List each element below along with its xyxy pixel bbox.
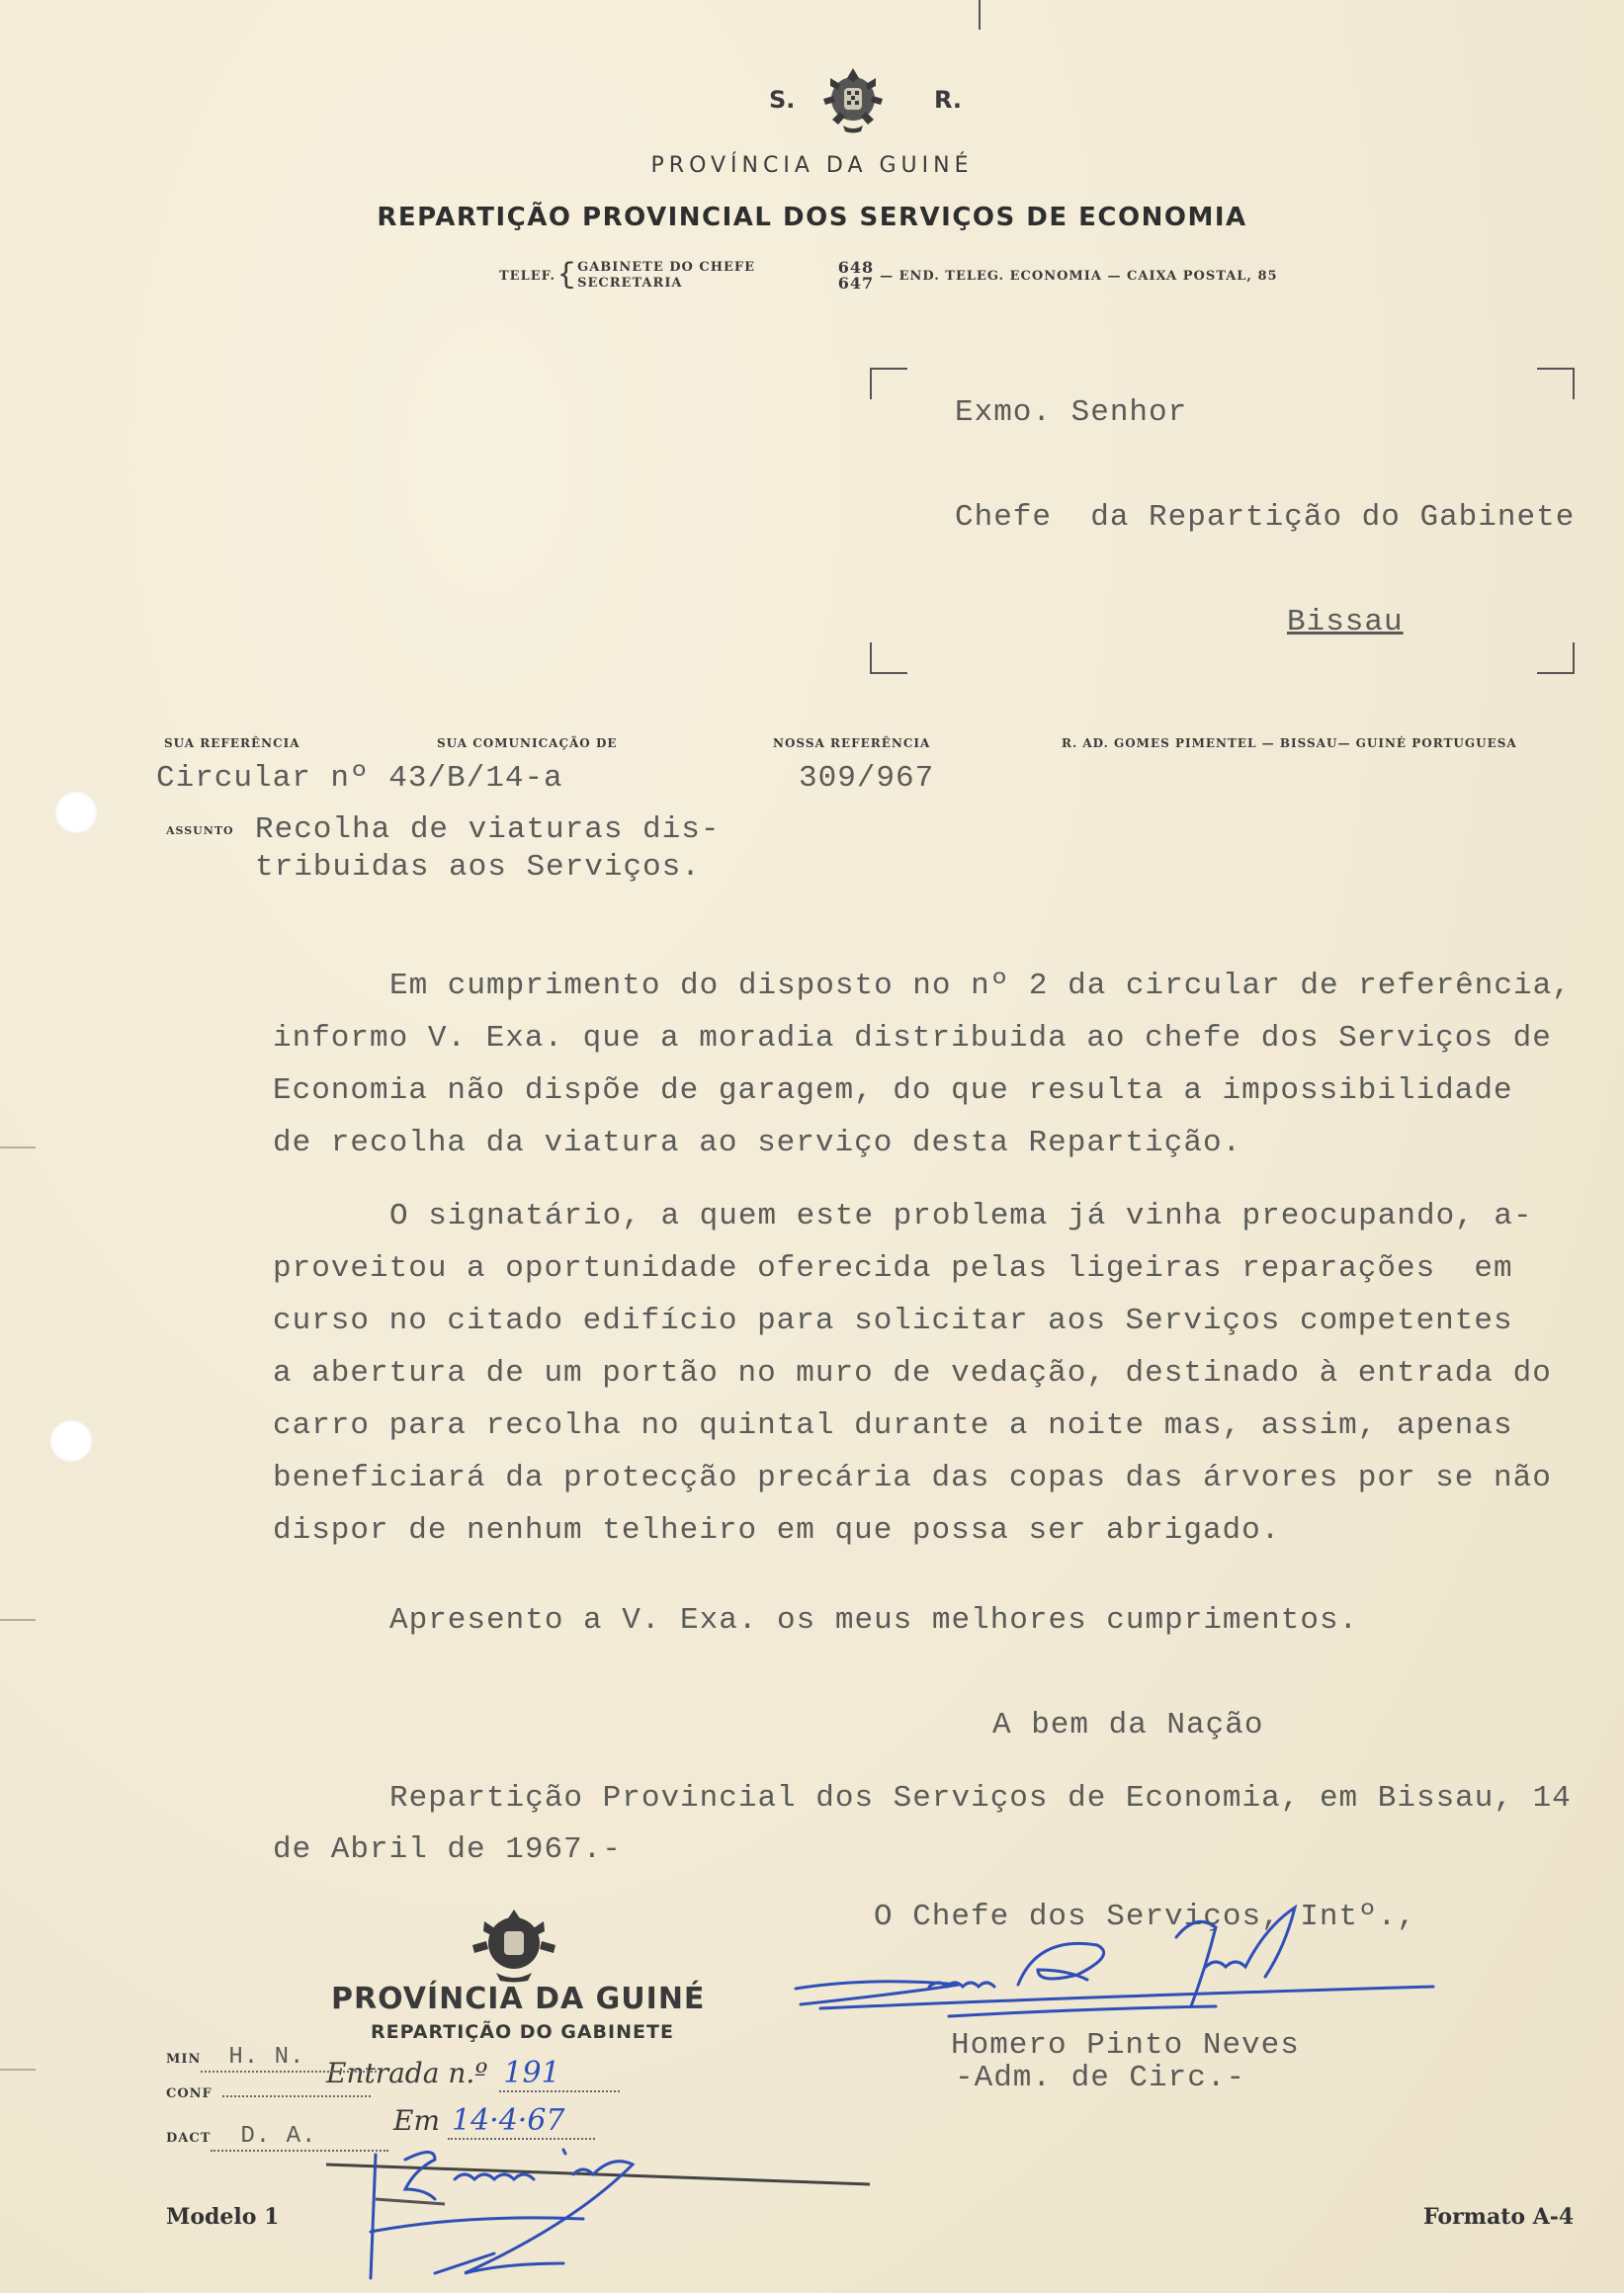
body-line: proveitou a oportunidade oferecida pelas ligeiras reparações em <box>273 1251 1513 1286</box>
stamp-office: REPARTIÇÃO DO GABINETE <box>371 2021 674 2043</box>
assunto-line-2: tribuidas aos Serviços. <box>255 850 701 885</box>
letterhead-province: PROVÍNCIA DA GUINÉ <box>650 153 974 178</box>
phone-line-number: 648 <box>837 258 875 277</box>
address-corner <box>1537 368 1575 399</box>
routing-value: H. N. <box>201 2044 377 2073</box>
stamp-date <box>393 2103 595 2140</box>
footer-model: Modelo 1 <box>166 2204 280 2230</box>
fold-mark <box>979 0 981 30</box>
body-line: beneficiará da protecção precária das copas das árvores por se não <box>273 1461 1552 1495</box>
body-line: carro para recolha no quintal durante a noite mas, assim, apenas <box>273 1408 1513 1443</box>
margin-tick <box>0 1146 36 1148</box>
punch-hole <box>54 791 98 834</box>
body-line: dispor de nenhum telheiro em que possa ser abrigado. <box>273 1513 1281 1548</box>
motto: A bem da Nação <box>992 1708 1264 1742</box>
telef-label: TELEF. <box>499 268 556 284</box>
sua-referencia-label: SUA REFERÊNCIA <box>164 736 300 750</box>
margin-tick <box>0 2069 36 2071</box>
letterhead-contact <box>499 260 1278 292</box>
body-line: O signatário, a quem este problema já vinha preocupando, a- <box>389 1199 1533 1233</box>
em-value: 14·4·67 <box>448 2103 595 2140</box>
footer-format: Formato A-4 <box>1423 2204 1575 2230</box>
routing-value: D. A. <box>211 2123 388 2152</box>
phone-line <box>577 276 874 292</box>
contact-rest: — END. TELEG. ECONOMIA — CAIXA POSTAL, 85 <box>880 268 1278 284</box>
place-date-line-2: de Abril de 1967.- <box>273 1832 622 1867</box>
assunto-line-1: Recolha de viaturas dis- <box>255 812 721 847</box>
address-corner <box>1537 642 1575 674</box>
address-line: R. AD. GOMES PIMENTEL — BISSAU— GUINÉ PORTUGUESA <box>1062 736 1517 750</box>
margin-tick <box>0 1619 36 1621</box>
assunto-label: ASSUNTO <box>166 824 234 837</box>
punch-hole <box>49 1419 93 1463</box>
phone-lines <box>577 260 874 292</box>
nossa-referencia-value: 309/967 <box>799 761 935 796</box>
signatory-name: Homero Pinto Neves <box>951 2028 1300 2063</box>
em-label: Em <box>393 2104 440 2137</box>
brace: { <box>557 259 576 293</box>
stamp-province: PROVÍNCIA DA GUINÉ <box>331 1982 706 2016</box>
body-paragraph-1 <box>273 969 1572 1178</box>
body-line: curso no citado edifício para solicitar aos Serviços competentes <box>273 1304 1513 1338</box>
phone-line-label: GABINETE DO CHEFE <box>577 260 756 275</box>
entrada-value: 191 <box>499 2056 619 2092</box>
phone-line <box>577 260 874 276</box>
routing-label: MIN <box>166 2052 202 2067</box>
address-corner <box>870 642 907 674</box>
body-line: a abertura de um portão no muro de vedação, destinado à entrada do <box>273 1356 1552 1391</box>
routing-conf <box>166 2085 371 2101</box>
address-corner <box>870 368 907 399</box>
phone-line-label: SECRETARIA <box>577 276 683 291</box>
handwritten-signature <box>791 1898 1443 2036</box>
letterhead-department: REPARTIÇÃO PROVINCIAL DOS SERVIÇOS DE ECONOMIA <box>377 203 1247 232</box>
letterhead-initial-r: R. <box>934 86 963 114</box>
sua-referencia-value: Circular nº 43/B/14-a <box>156 761 563 796</box>
addressee-city: Bissau <box>1287 605 1404 639</box>
signatory-position: -Adm. de Circ.- <box>955 2061 1246 2095</box>
coat-of-arms-icon <box>818 64 888 133</box>
letterhead-initial-s: S. <box>769 86 796 114</box>
routing-min <box>166 2044 377 2073</box>
body-line: Em cumprimento do disposto no nº 2 da circular de referência, <box>389 969 1572 1003</box>
routing-value <box>222 2085 371 2097</box>
body-paragraph-2 <box>273 1199 1552 1566</box>
addressee-salutation: Exmo. Senhor <box>955 395 1188 430</box>
body-line: Economia não dispõe de garagem, do que resulta a impossibilidade <box>273 1073 1513 1108</box>
routing-label: CONF <box>166 2086 213 2101</box>
entrada-label: Entrada n.º <box>326 2057 488 2089</box>
signature-role: O Chefe dos Serviços, Intº., <box>874 1900 1416 1934</box>
body-line: informo V. Exa. que a moradia distribuida ao chefe dos Serviços de <box>273 1021 1552 1056</box>
sua-comunicacao-label: SUA COMUNICAÇÃO DE <box>437 736 618 750</box>
stamp-emblem-icon <box>465 1908 563 1983</box>
place-date-line-1: Repartição Provincial dos Serviços de Economia, em Bissau, 14 <box>389 1781 1572 1816</box>
phone-line-number: 647 <box>837 274 875 293</box>
routing-label: DACT <box>166 2131 212 2146</box>
handwritten-initials <box>316 2145 870 2293</box>
nossa-referencia-label: NOSSA REFERÊNCIA <box>773 736 931 750</box>
body-line: de recolha da viatura ao serviço desta Repartição. <box>273 1126 1242 1160</box>
closing-line: Apresento a V. Exa. os meus melhores cumprimentos. <box>389 1603 1359 1638</box>
addressee-title: Chefe da Repartição do Gabinete <box>955 500 1576 535</box>
